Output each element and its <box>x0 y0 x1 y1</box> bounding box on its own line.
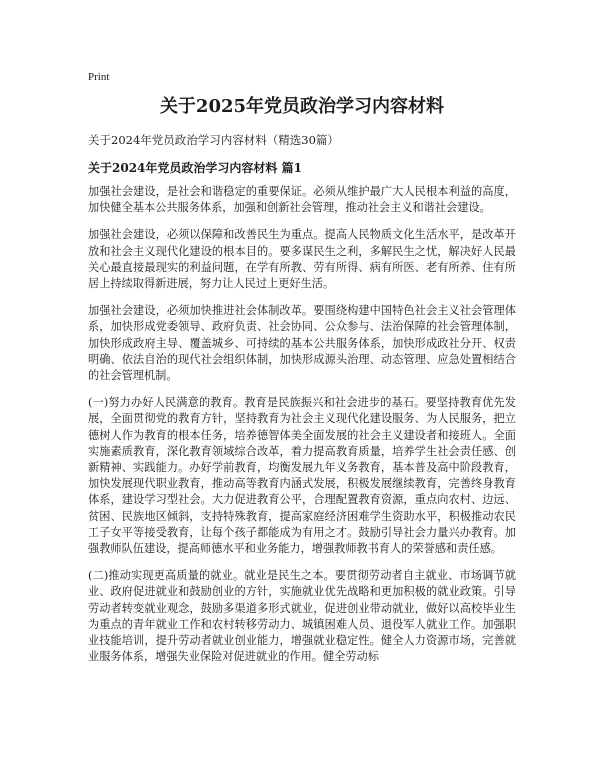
paragraph-5: (二)推动实现更高质量的就业。就业是民生之本。要贯彻劳动者自主就业、市场调节就业、政府促进就业和鼓励创业的方针，实施就业优先战略和更加积极的就业政策。引导劳动者转变就业观念，鼓励多渠道多形式就业，促进创业带动就业，做好以高校毕业生为重点的青年就业工作和农村转移劳动力、城镇困难人员、退役军人就业工作。加强职业技能培训，提升劳动者就业创业能力，增强就业稳定性。健全人力资源市场，完善就业服务体系，增强失业保险对促进就业的作用。健全劳动标 <box>88 569 516 664</box>
section-heading: 关于2024年党员政治学习内容材料 篇1 <box>88 161 302 175</box>
document-subtitle: 关于2024年党员政治学习内容材料（精选30篇） <box>88 133 339 147</box>
paragraph-3: 加强社会建设，必须加快推进社会体制改革。要围绕构建中国特色社会主义社会管理体系，加快形成党委领导、政府负责、社会协同、公众参与、法治保障的社会管理体制，加快形成政府主导、覆盖城乡、可持续的基本公共服务体系，加快形成政社分开、权责明确、依法自治的现代社会组织体制，加快形成源头治理、动态管理、应急处置相结合的社会管理机制。 <box>88 304 516 383</box>
page-title: 关于2025年党员政治学习内容材料 <box>159 96 445 117</box>
paragraph-4: (一)努力办好人民满意的教育。教育是民族振兴和社会进步的基石。要坚持教育优先发展，全面贯彻党的教育方针，坚持教育为社会主义现代化建设服务、为人民服务，把立德树人作为教育的根本任务，培养德智体美全面发展的社会主义建设者和接班人。全面实施素质教育，深化教育领域综合改革，着力提高教育质量，培养学生社会责任感、创新精神、实践能力。办好学前教育，均衡发展九年义务教育，基本普及高中阶段教育，加快发展现代职业教育，推动高等教育内涵式发展，积极发展继续教育，完善终身教育体系，建设学习型社会。大力促进教育公平，合理配置教育资源，重点向农村、边远、贫困、民族地区倾斜，支持特殊教育，提高家庭经济困难学生资助水平，积极推动农民工子女平等接受教育，让每个孩子都能成为有用之才。鼓励引导社会力量兴办教育。加强教师队伍建设，提高师德水平和业务能力，增强教师教书育人的荣誉感和责任感。 <box>88 396 516 556</box>
paragraph-1: 加强社会建设，是社会和谐稳定的重要保证。必须从维护最广大人民根本利益的高度，加快健全基本公共服务体系，加强和创新社会管理，推动社会主义和谐社会建设。 <box>88 185 516 215</box>
print-link[interactable]: Print <box>88 71 110 83</box>
paragraph-2: 加强社会建设，必须以保障和改善民生为重点。提高人民物质文化生活水平，是改革开放和社会主义现代化建设的根本目的。要多谋民生之利，多解民生之忧，解决好人民最关心最直接最现实的利益问题，在学有所教、劳有所得、病有所医、老有所养、住有所居上持续取得新进展，努力让人民过上更好生活。 <box>88 228 516 291</box>
document-page <box>88 0 516 776</box>
body-text <box>88 184 516 676</box>
